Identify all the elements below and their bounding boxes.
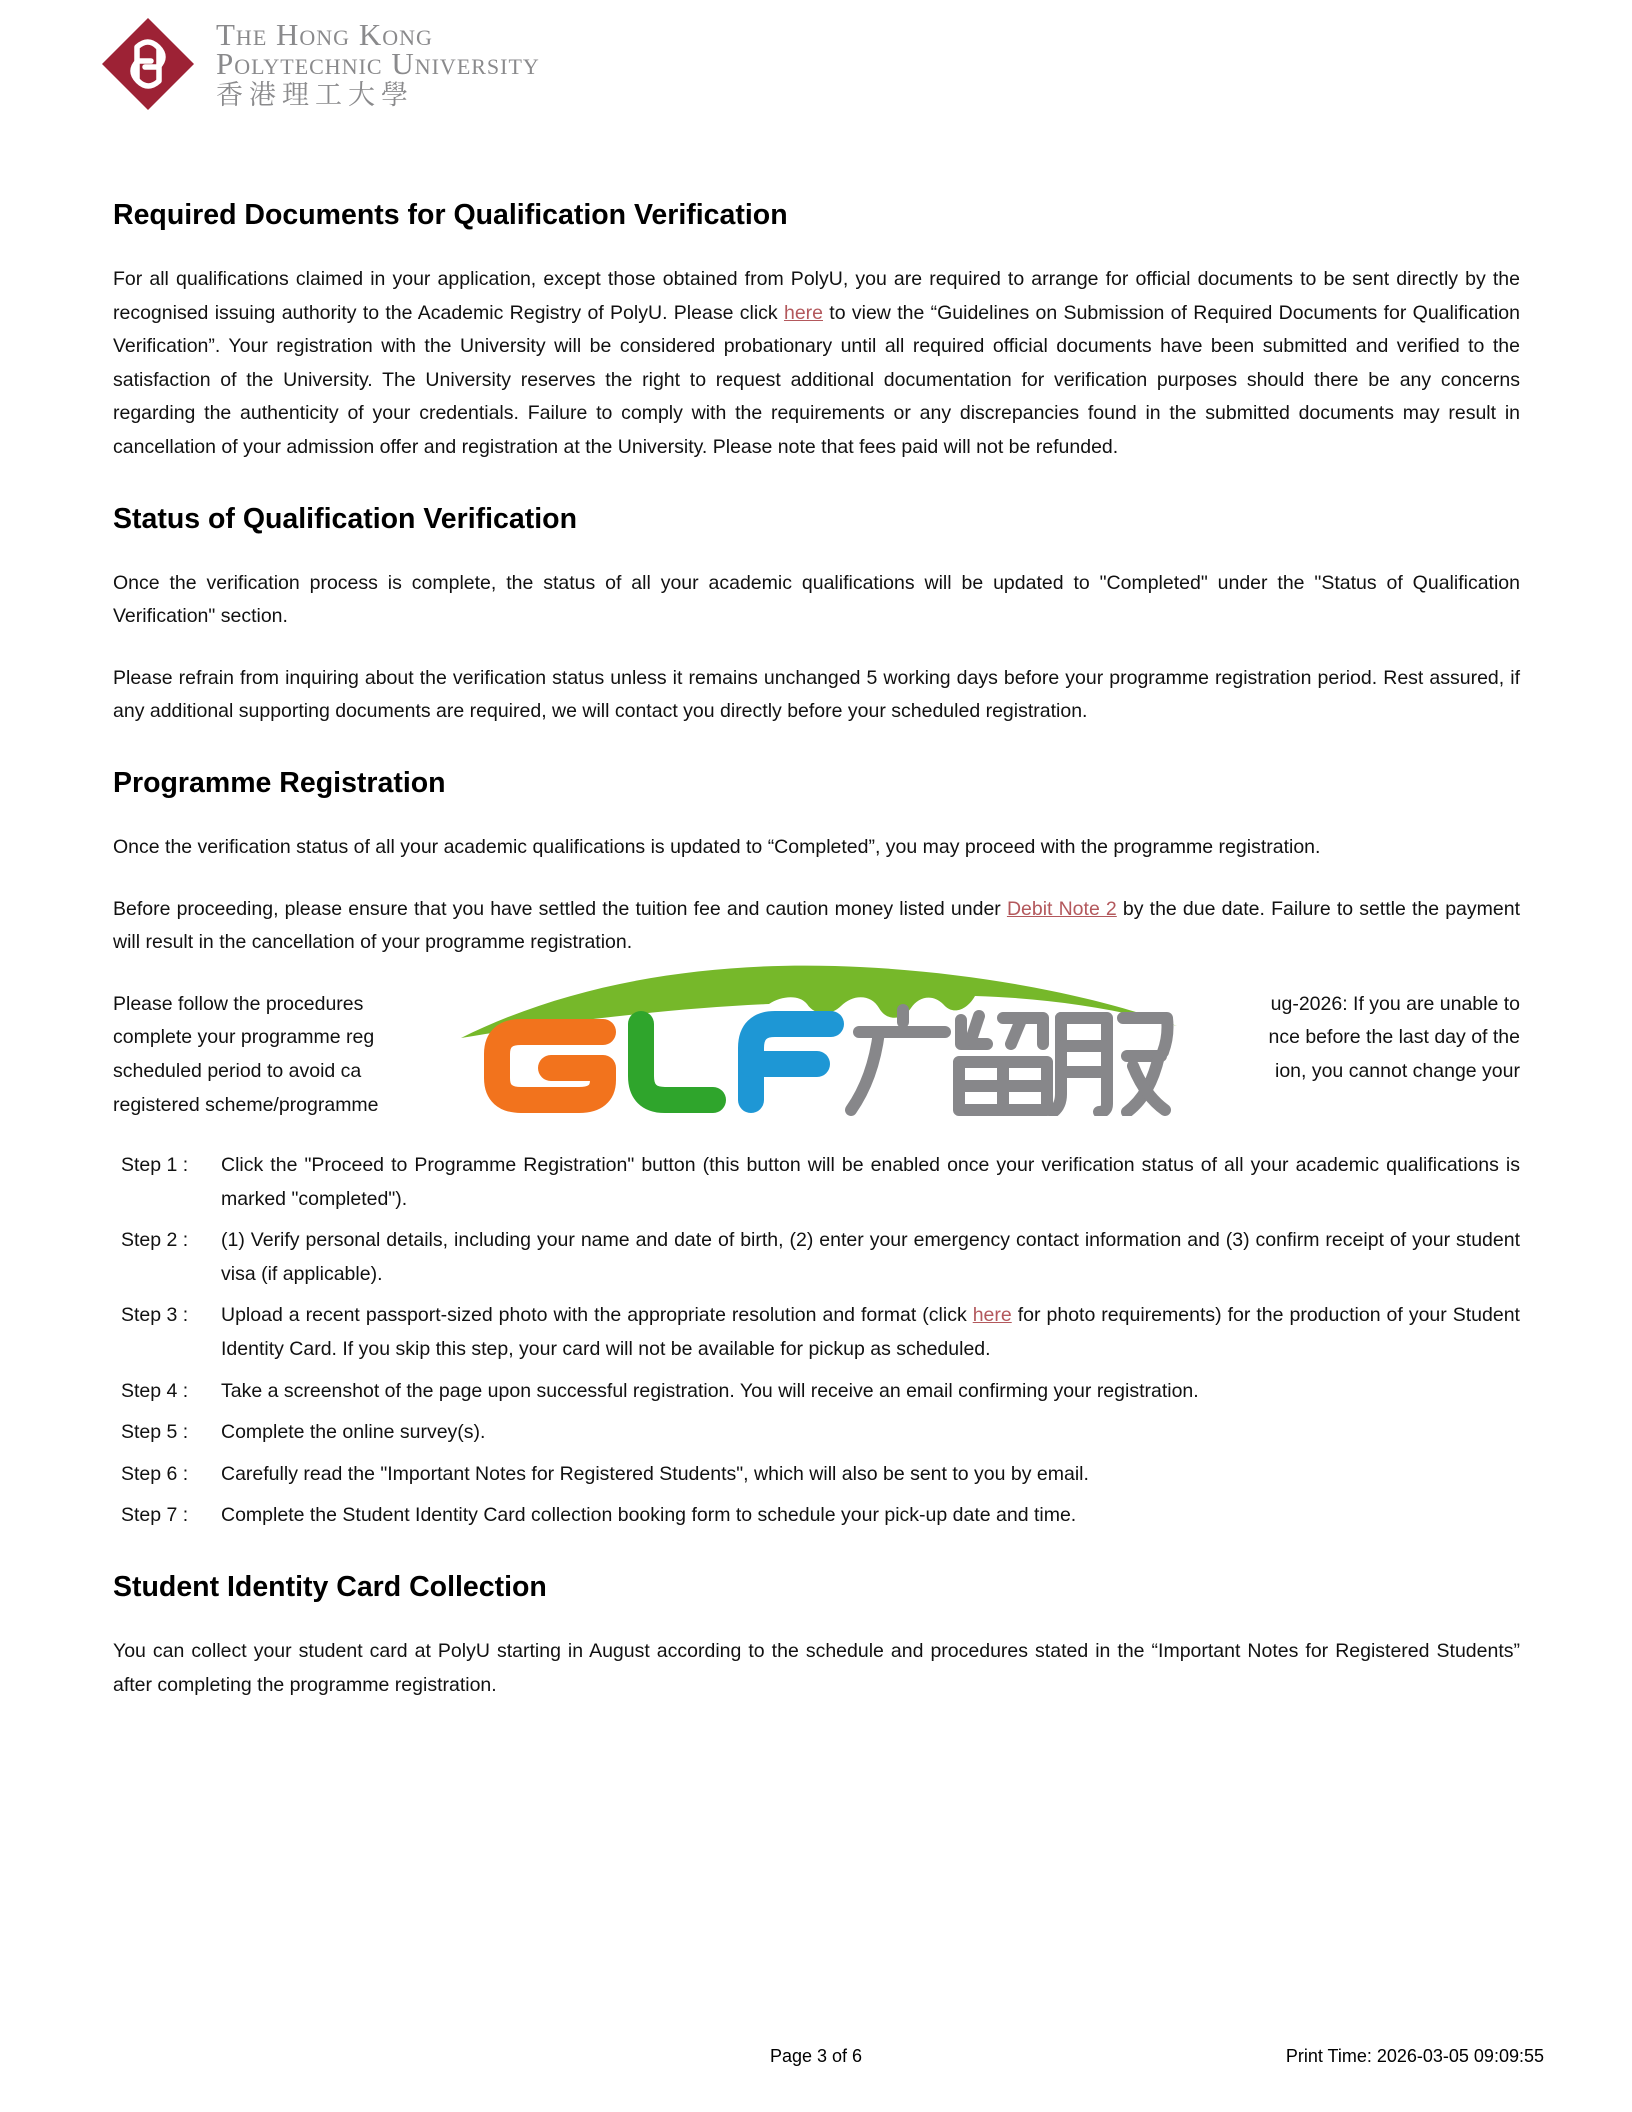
step-item-4 — [121, 1375, 1520, 1409]
step-text: Complete the online survey(s). — [221, 1421, 486, 1444]
step-label: Step 1 : — [121, 1154, 189, 1177]
university-header — [0, 0, 1632, 112]
step-label: Step 7 : — [121, 1504, 189, 1527]
registration-procedures-paragraph — [113, 988, 1520, 1122]
step-item-6 — [121, 1458, 1520, 1492]
glf-watermark-logo — [455, 960, 1185, 1116]
section-title-required-documents: Required Documents for Qualification Verification — [113, 199, 788, 231]
step-text: Click the "Proceed to Programme Registration" button (this button will be enabled once your verification status of all your academic qualifications is marked "completed"). — [221, 1154, 1520, 1210]
line-left-fragment: Please follow the procedures — [113, 992, 364, 1015]
document-body — [113, 197, 1520, 1702]
line-left-fragment: scheduled period to avoid ca — [113, 1059, 362, 1082]
step-label: Step 4 : — [121, 1379, 189, 1402]
step-item-2 — [121, 1224, 1520, 1291]
step-text: (1) Verify personal details, including your name and date of birth, (2) enter your emergency contact information and (3) confirm receipt of your student visa (if applicable). — [221, 1229, 1520, 1285]
page-number: Page 3 of 6 — [769, 2046, 863, 2066]
programme-registration-paragraph-2 — [113, 893, 1520, 960]
step-item-1 — [121, 1149, 1520, 1216]
step-text: Take a screenshot of the page upon successful registration. You will receive an email confirming your registration. — [221, 1379, 1199, 1402]
step-item-3 — [121, 1299, 1520, 1366]
step-text: Carefully read the "Important Notes for Registered Students", which will also be sent to you by email. — [221, 1462, 1089, 1485]
paragraph-text: For all qualifications claimed in your application, except those obtained from PolyU, you are required to arrange for official documents to be sent directly by the recognised issuing authority to the Academic Registry of PolyU. Please click — [113, 268, 1520, 324]
step-text-fragment: for photo requirements) for the production of your Student Identity Card. If you skip this step, your card will not be available for pickup as scheduled. — [221, 1304, 1520, 1361]
glf-letter-g — [497, 1032, 603, 1100]
university-name-chinese: 香港理工大學 — [216, 80, 414, 111]
paragraph-text: by the due date. Failure to settle the payment will result in the cancellation of your programme registration. — [113, 897, 1520, 954]
step-label: Step 5 : — [121, 1421, 189, 1444]
section-title-status-verification: Status of Qualification Verification — [113, 502, 577, 535]
step-item-5 — [121, 1416, 1520, 1450]
section-title-programme-registration: Programme Registration — [113, 766, 446, 799]
status-verification-paragraph-1: Once the verification process is complete, the status of all your academic qualifications will be updated to "Completed" under the "Status of Qualification Verification" section. — [113, 571, 1520, 628]
paragraph-text: Before proceeding, please ensure that you have settled the tuition fee and caution money listed under — [113, 897, 1007, 920]
polyu-logo-icon — [100, 16, 196, 117]
glf-chinese-characters — [851, 1010, 1168, 1112]
university-name-line1: The Hong Kong — [216, 17, 433, 52]
paragraph-text: to view the “Guidelines on Submission of Required Documents for Qualification Verification”. Your registration with the University will be considered probationary until all required official documents have been submitted and verified to the satisfaction of the University. The University reserves the right to request additional documentation for verification purposes should there be any concerns regarding the authenticity of your credentials. Failure to comply with the requirements or any discrepancies found in the submitted documents may result in cancellation of your admission offer and registration at the University. Please note that fees paid will not be refunded. — [113, 301, 1520, 458]
glf-letter-l — [641, 1024, 713, 1100]
debit-note-2-link[interactable]: Debit Note 2 — [1006, 897, 1117, 920]
step-label: Step 3 : — [121, 1304, 189, 1327]
registration-steps-list — [113, 1149, 1520, 1533]
line-left-fragment: complete your programme reg — [113, 1026, 375, 1049]
line-left-fragment: registered scheme/programme — [113, 1093, 379, 1116]
step-item-7 — [121, 1499, 1520, 1533]
step-text-fragment: Upload a recent passport-sized photo with the appropriate resolution and format (click — [221, 1304, 973, 1327]
status-verification-paragraph-2: Please refrain from inquiring about the verification status unless it remains unchanged 5 working days before your programme registration period. Rest assured, if any additional supporting documents are required, we will contact you directly before your scheduled registration. — [113, 666, 1520, 723]
step-label: Step 2 : — [121, 1229, 189, 1252]
required-documents-paragraph — [113, 263, 1520, 465]
university-name-line2: Polytechnic University — [216, 46, 540, 81]
line-right-fragment: ion, you cannot change your — [1274, 1059, 1520, 1082]
guidelines-here-link[interactable]: here — [783, 301, 823, 324]
step-label: Step 6 : — [121, 1462, 189, 1485]
step-text — [221, 1299, 1520, 1366]
step-text: Complete the Student Identity Card collection booking form to schedule your pick-up date and time. — [221, 1504, 1077, 1527]
print-time: Print Time: 2026-03-05 09:09:55 — [1285, 2046, 1544, 2066]
student-card-paragraph: You can collect your student card at PolyU starting in August according to the schedule and procedures stated in the “Important Notes for Registered Students” after completing the programme registration. — [113, 1640, 1520, 1696]
line-right-fragment: nce before the last day of the — [1268, 1026, 1520, 1049]
line-right-fragment: ug-2026: If you are unable to — [1270, 992, 1520, 1015]
university-logotype — [216, 17, 540, 112]
section-title-student-card-collection: Student Identity Card Collection — [113, 1571, 547, 1604]
programme-registration-paragraph-1: Once the verification status of all your academic qualifications is updated to “Completed”, you may proceed with the programme registration. — [113, 835, 1321, 858]
photo-requirements-here-link[interactable]: here — [972, 1304, 1012, 1327]
